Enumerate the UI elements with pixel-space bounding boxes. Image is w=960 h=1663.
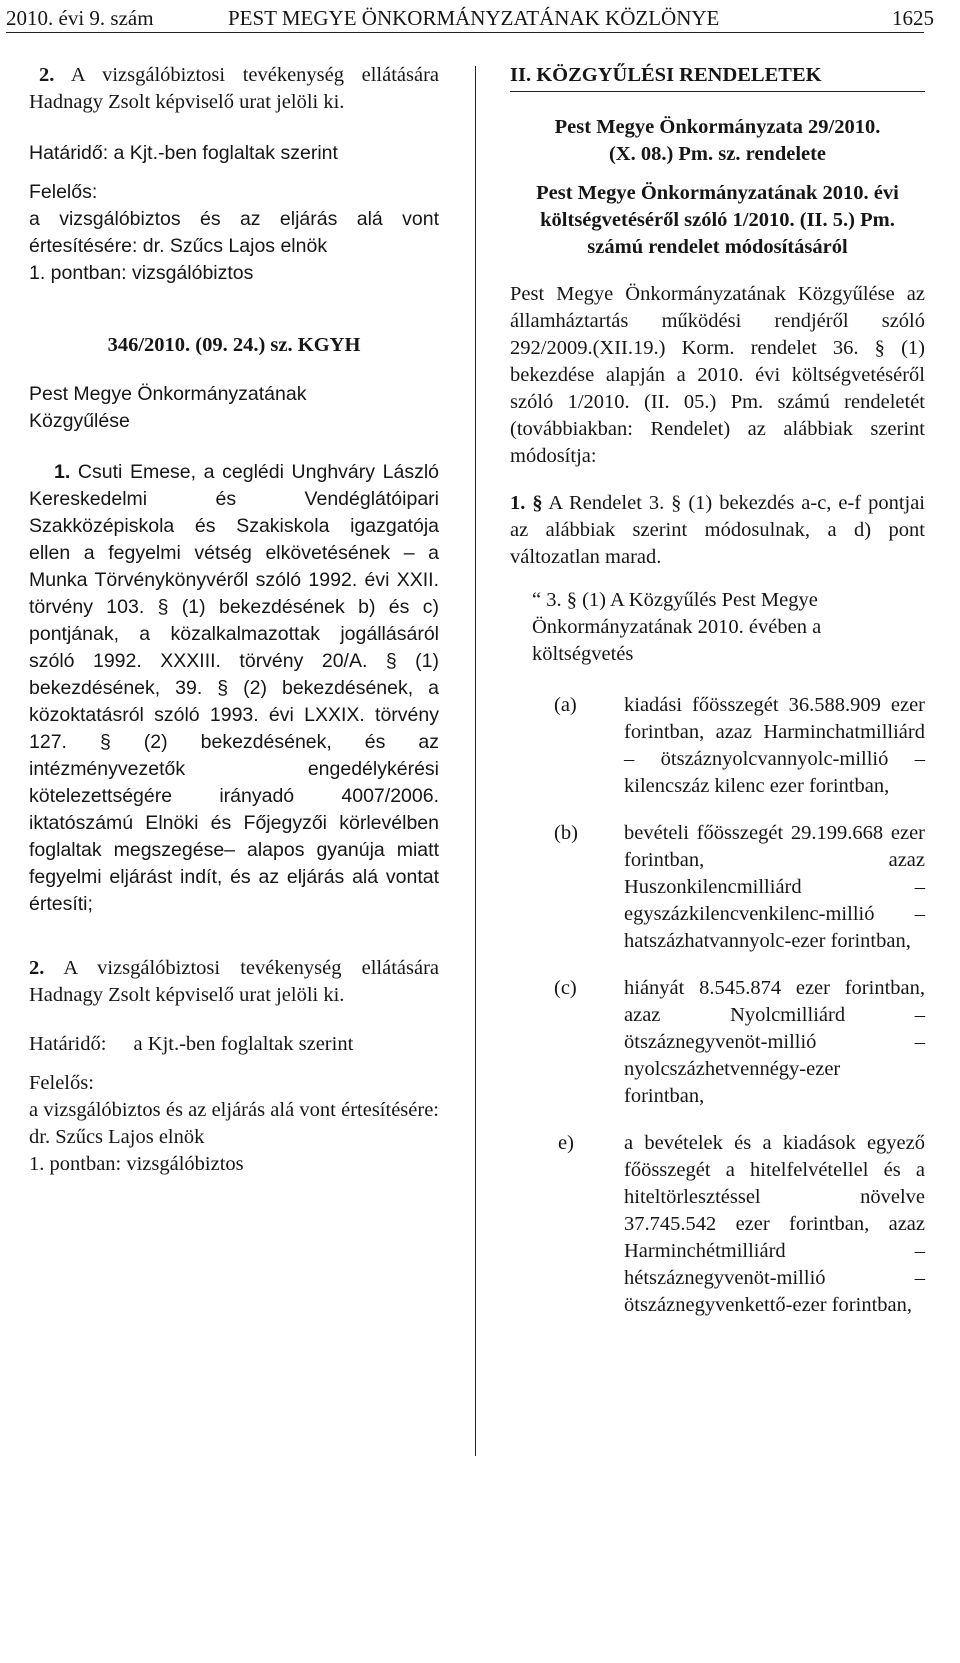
- assembly-name: Pest Megye Önkormányzatának Közgyűlése: [29, 383, 307, 432]
- decree-subject: Pest Megye Önkormányzatának 2010. évi költségvetéséről szóló 1/2010. (II. 5.) Pm. számú rendelet módosításáról: [536, 182, 899, 258]
- item-text: A vizsgálóbiztosi tevékenység ellátására Hadnagy Zsolt képviselő urat jelöli ki.: [29, 957, 439, 1006]
- responsible-line-bottom: a vizsgálóbiztos és az eljárás alá vont értesítésére: dr. Szűcs Lajos elnök: [29, 1099, 439, 1148]
- item-text: hiányát 8.545.874 ezer forintban, azaz Nyolcmilliárd – ötszáznegyvenöt-millió – nyolcszázhetvennégy-ezer forintban,: [624, 977, 925, 1107]
- page-number: 1625: [892, 6, 934, 30]
- right-column: [510, 62, 925, 1319]
- left-column: [29, 62, 439, 1178]
- section-title: II. KÖZGYŰLÉSI RENDELETEK: [510, 62, 925, 92]
- item-label: (c): [554, 977, 577, 999]
- item-label: e): [558, 1132, 574, 1154]
- header-rule: [6, 32, 924, 33]
- budget-item-b: [510, 820, 925, 955]
- decree-preamble: Pest Megye Önkormányzatának Közgyűlése az államháztartás működési rendjéről szóló 292/2009.(XII.19.) Korm. rendelet 36. § (1) bekezdése alapján a 2010. évi költségvetéséről szóló 1/2010. (II. 05.) Pm. számú rendeletét (továbbiakban: Rendelet) az alábbiak szerint módosítja:: [510, 283, 925, 467]
- delegation-item-top: [29, 62, 439, 116]
- decree-title-line2: (X. 08.) Pm. sz. rendelete: [608, 143, 827, 165]
- resolution-item-1: [29, 459, 439, 918]
- issue-number: 2010. évi 9. szám: [6, 6, 154, 30]
- budget-item-a: [510, 692, 925, 800]
- item-label: (a): [554, 694, 577, 716]
- column-divider: [475, 66, 476, 1456]
- item-number: 2.: [29, 957, 45, 979]
- deadline-value: a Kjt.-ben foglaltak szerint: [113, 142, 338, 164]
- article-text: A Rendelet 3. § (1) bekezdés a-c, e-f pontjai az alábbiak szerint módosulnak, a d) pont változatlan marad.: [510, 492, 926, 568]
- deadline-line-bottom: [29, 1031, 439, 1058]
- responsible-line2-top: 1. pontban: vizsgálóbiztos: [29, 262, 254, 284]
- delegation-item-bottom: [29, 955, 439, 1009]
- page-header: [6, 3, 946, 33]
- item-label: (b): [554, 822, 578, 844]
- article-number: 1. §: [510, 492, 543, 514]
- decree-title-line1: Pest Megye Önkormányzata 29/2010.: [554, 116, 881, 138]
- responsible-line2-bottom: 1. pontban: vizsgálóbiztos: [29, 1153, 244, 1175]
- item-text: kiadási főösszegét 36.588.909 ezer forintban, azaz Harminchatmilliárd – ötszáznyolcvannyolc-millió – kilencszáz kilenc ezer forintban,: [624, 694, 925, 797]
- responsible-line-top: a vizsgálóbiztos és az eljárás alá vont értesítésére: dr. Szűcs Lajos elnök: [29, 208, 439, 257]
- deadline-label: Határidő:: [29, 142, 109, 164]
- deadline-label: Határidő:: [29, 1033, 107, 1055]
- responsible-label-top: Felelős:: [29, 181, 98, 203]
- deadline-value: a Kjt.-ben foglaltak szerint: [133, 1033, 354, 1055]
- item-text: bevételi főösszegét 29.199.668 ezer forintban, azaz Huszonkilencmilliárd – egyszázkilencvenkilenc-millió –hatszázhatvannyolc-ezer forintban,: [624, 822, 925, 952]
- item-text: a bevételek és a kiadások egyező főösszegét a hitelfelvétellel és a hiteltörlesztéssel növelve 37.745.542 ezer forintban, azaz Harminchétmilliárd – hétszáznegyvenöt-millió – ötszáznegyvenkettő-ezer forintban,: [624, 1132, 925, 1316]
- deadline-line-top: [29, 140, 439, 167]
- budget-item-e: [510, 1130, 925, 1319]
- item-number: 1.: [54, 461, 71, 483]
- item-number: 2.: [39, 64, 55, 86]
- budget-item-c: [510, 975, 925, 1110]
- responsible-label-bottom: Felelős:: [29, 1072, 94, 1094]
- article-1: [510, 490, 925, 571]
- item-text: Csuti Emese, a ceglédi Unghváry László Kereskedelmi és Vendéglátóipari Szakközépiskola és Szakiskola igazgatója ellen a fegyelmi vétség elkövetésének – a Munka Törvénykönyvéről szóló 1992. évi XXII. törvény 103. § (1) bekezdésének b) és c) pontjának, a közalkalmazottak jogállásáról szóló 1992. XXXIII. törvény 20/A. § (1) bekezdésének, 39. § (2) bekezdésének, a közoktatásról szóló 1993. évi LXXIX. törvény 127. § (2) bekezdésének, és az intézményvezetők engedélykérési kötelezettségére irányadó 4007/2006. iktatószámú Elnöki és Főjegyzői körlevélben foglaltak megszegése– alapos gyanúja miatt fegyelmi eljárást indít, és az eljárás alá vontat értesíti;: [29, 461, 439, 915]
- resolution-number: 346/2010. (09. 24.) sz. KGYH: [107, 334, 361, 356]
- item-text: A vizsgálóbiztosi tevékenység ellátására Hadnagy Zsolt képviselő urat jelöli ki.: [29, 64, 439, 113]
- publication-title: PEST MEGYE ÖNKORMÁNYZATÁNAK KÖZLÖNYE: [228, 6, 720, 30]
- quote-intro: “ 3. § (1) A Közgyűlés Pest Megye Önkormányzatának 2010. évében a költségvetés: [532, 589, 822, 665]
